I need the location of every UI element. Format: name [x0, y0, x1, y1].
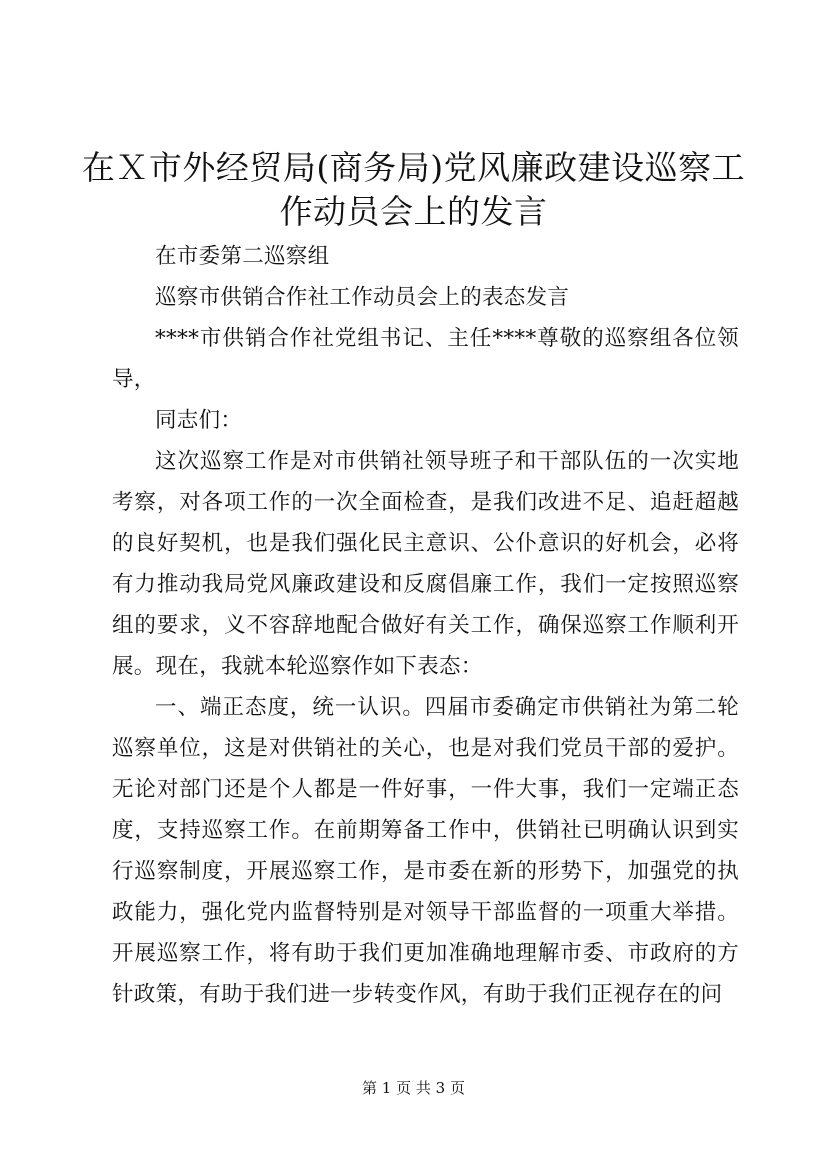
paragraph: 同志们： [155, 408, 243, 433]
paragraph: ****市供销合作社党组书记、主任****尊敬的巡察组各位领导， [112, 326, 739, 392]
paragraph: 这次巡察工作是对市供销社领导班子和干部队伍的一次实地考察，对各项工作的一次全面检查，是我们改进不足、追赶超越的良好契机，也是我们强化民主意识、公仆意识的好机会，必将有力推动我局党风廉政建设和反腐倡廉工作，我们一定按照巡察组的要求，义不容辞地配合做好有关工作，确保巡察工作顺利开展。现在，我就本轮巡察作如下表态： [112, 449, 739, 679]
paragraph: 一、端正态度，统一认识。四届市委确定市供销社为第二轮巡察单位，这是对供销社的关心，也是对我们党员干部的爱护。无论对部门还是个人都是一件好事，一件大事，我们一定端正态度，支持巡察工作。在前期筹备工作中，供销社已明确认识到实行巡察制度，开展巡察工作，是市委在新的形势下，加强党的执政能力，强化党内监督特别是对领导干部监督的一项重大举措。开展巡察工作，将有助于我们更加准确地理解市委、市政府的方针政策，有助于我们进一步转变作风，有助于我们正视存在的问 [112, 695, 739, 1007]
paragraph: 巡察市供销合作社工作动员会上的表态发言 [155, 285, 570, 310]
page-number-footer: 第 1 页 共 3 页 [362, 1079, 465, 1097]
document-body [112, 236, 739, 1015]
document-title: 在Ｘ市外经贸局(商务局)党风廉政建设巡察工作动员会上的发言 [81, 148, 746, 231]
paragraph: 在市委第二巡察组 [155, 244, 330, 269]
